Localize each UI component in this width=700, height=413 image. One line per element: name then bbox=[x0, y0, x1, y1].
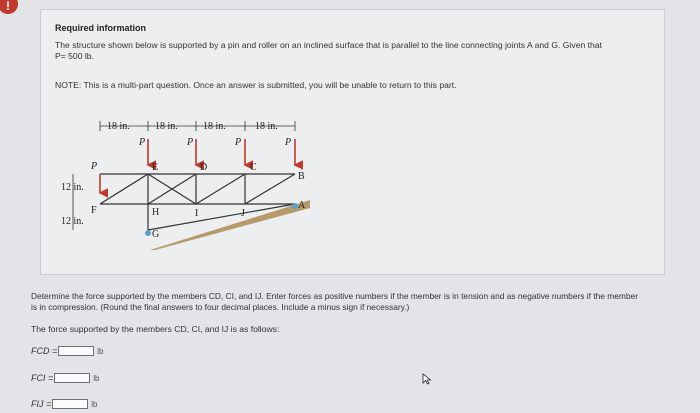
note-text: NOTE: This is a multi-part question. Once an answer is submitted, you will be unable to return to this part. bbox=[55, 80, 457, 90]
answer-label-fcd: FCD = bbox=[31, 346, 58, 356]
joint-label-a: A bbox=[298, 200, 306, 211]
answer-unit: lb bbox=[93, 373, 100, 383]
pin-support bbox=[145, 230, 151, 236]
fci-input[interactable] bbox=[54, 373, 90, 383]
load-label: P bbox=[91, 161, 98, 172]
question-prompt: Determine the force supported by the members CD, CI, and IJ. Enter forces as positive numbers if the member is in tension and as negative numbers if the member is in compression. (Round the final answers to four decimal places. Include a minus sign if necessary.) bbox=[31, 291, 639, 312]
load-label: P bbox=[139, 137, 146, 148]
answer-label-fci: FCI = bbox=[31, 373, 54, 383]
joint-label-e: E bbox=[152, 162, 159, 173]
dim-label-1: 18 in. bbox=[107, 121, 130, 132]
load-label: P bbox=[187, 137, 194, 148]
mouse-cursor-icon bbox=[422, 373, 432, 385]
joint-label-b: B bbox=[298, 171, 305, 182]
answer-unit: lb bbox=[91, 399, 98, 409]
load-label: P bbox=[235, 137, 242, 148]
load-label: P bbox=[285, 137, 292, 148]
joint-label-c: C bbox=[250, 162, 257, 173]
roller-support bbox=[292, 203, 298, 209]
answer-label-fij: FIJ = bbox=[31, 399, 52, 409]
info-title: Required information bbox=[55, 23, 147, 33]
fij-input[interactable] bbox=[52, 399, 88, 409]
joint-label-h: H bbox=[152, 207, 160, 218]
answer-row-fij bbox=[31, 399, 98, 409]
joint-label-j: J bbox=[241, 208, 245, 219]
answer-unit: lb bbox=[97, 346, 104, 356]
answer-row-fci bbox=[31, 373, 100, 383]
dim-label-2: 18 in. bbox=[155, 121, 178, 132]
joint-label-i: I bbox=[195, 208, 199, 219]
info-text: The structure shown below is supported by a pin and roller on an inclined surface that is parallel to the line connecting joints A and G. Given that P= 500 lb. bbox=[55, 40, 602, 61]
answer-summary: The force supported by the members CD, CI, and IJ is as follows: bbox=[31, 324, 280, 334]
dim-left-1: 12 in. bbox=[61, 182, 84, 193]
joint-label-f: F bbox=[91, 205, 97, 216]
answer-row-fcd bbox=[31, 346, 104, 356]
fcd-input[interactable] bbox=[58, 346, 94, 356]
truss-figure bbox=[55, 115, 325, 250]
dim-label-4: 18 in. bbox=[255, 121, 278, 132]
dim-label-3: 18 in. bbox=[203, 121, 226, 132]
dim-left-2: 12 in. bbox=[61, 216, 84, 227]
load-arrows bbox=[100, 139, 295, 193]
joint-label-d: D bbox=[200, 162, 208, 173]
truss-members bbox=[100, 174, 295, 230]
joint-label-g: G bbox=[152, 229, 160, 240]
alert-icon: ! bbox=[0, 0, 18, 14]
